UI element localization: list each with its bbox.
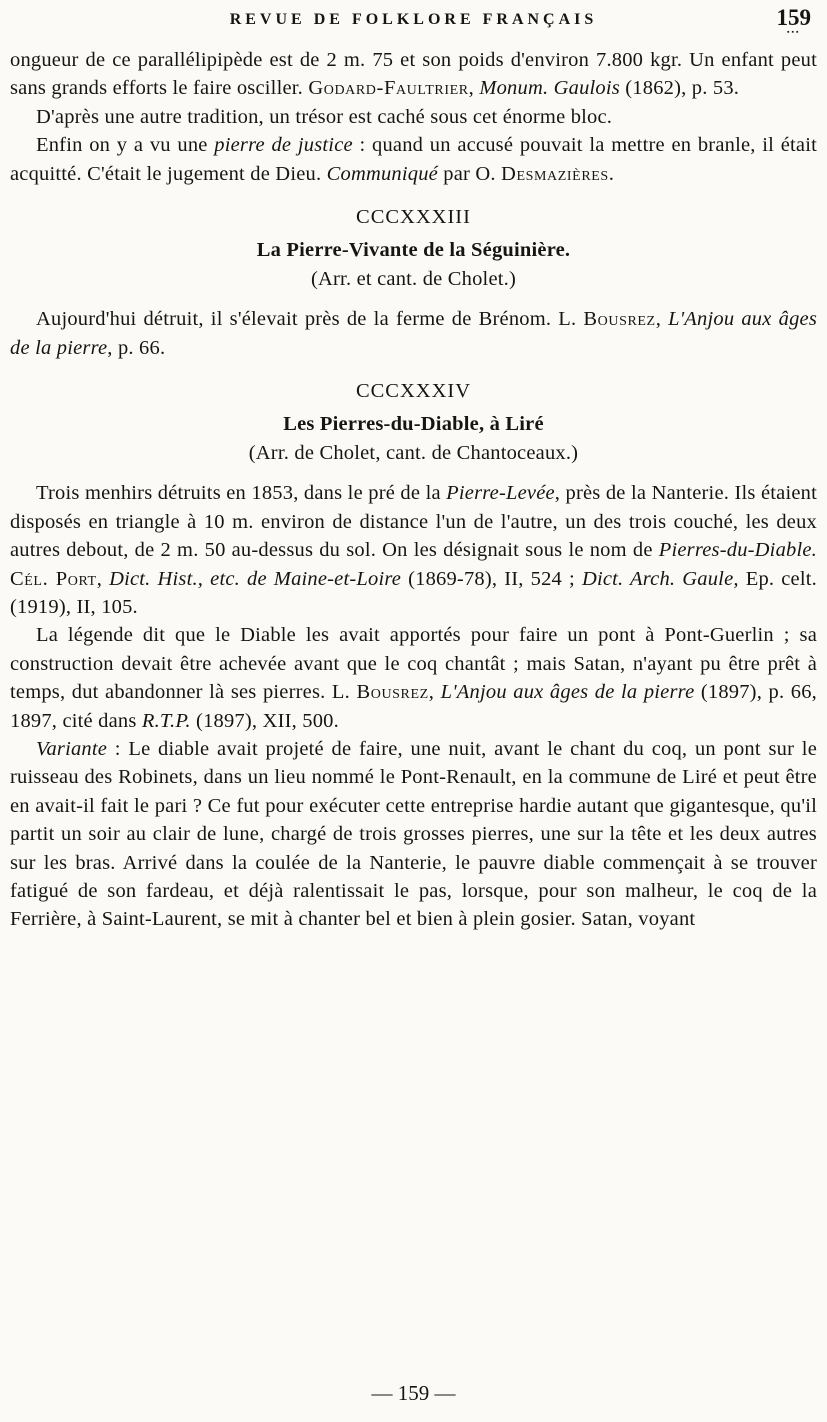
text-run: Trois menhirs détruits en 1853, dans le pré de la (36, 482, 447, 505)
text-run: Pierre-Levée (446, 482, 555, 505)
page-footer: — 159 — (371, 1381, 456, 1405)
text-run: , (468, 77, 480, 100)
text-run: CCCXXXIII (356, 206, 471, 229)
text-run: La légende dit que le Diable les avait apportés pour faire un pont à Pont-Guerlin ; sa construction devait être achevée avant que le coq chantât ; mais Satan, n'ayant pu être prêt à temps, dut abandonner là ses pierres. L. (10, 624, 817, 704)
text-run: Bousrez (583, 308, 656, 331)
text-run: R.T.P. (141, 709, 191, 732)
text-run: Bousrez (356, 681, 429, 704)
page-number-marks: ▪▪▪ (787, 28, 801, 36)
text-run: Dict. Arch. Gaule, (581, 567, 739, 590)
section-location (10, 265, 817, 293)
paragraph (10, 131, 817, 188)
page-number-value: 159 (776, 5, 811, 30)
page-number (777, 6, 812, 35)
text-run: (Arr. de Cholet, cant. de Chantoceaux.) (248, 441, 579, 464)
text-run: , (428, 681, 441, 704)
paragraph (10, 103, 817, 131)
text-run: , (96, 567, 110, 590)
text-run: Les Pierres-du-Diable, à Liré (283, 413, 544, 436)
section-number (10, 203, 817, 231)
section-title (10, 236, 817, 264)
text-run: L'Anjou aux âges de la pierre (440, 681, 695, 704)
text-run: Cél. Port (10, 567, 97, 590)
section-location (10, 439, 817, 467)
section-number (10, 377, 817, 405)
text-run: Dict. Hist., etc. de Maine-et-Loire (109, 567, 402, 590)
text-run: Desmazières (501, 162, 609, 185)
text-run: : quand un accusé pouvait la mettre en branle, il était acquitté. C'était le jugement de Dieu. (10, 134, 817, 185)
text-run: Variante (36, 737, 108, 760)
text-run: (1862), p. 53. (619, 77, 740, 100)
paragraph (10, 621, 817, 735)
text-run: Communiqué (326, 162, 438, 185)
text-run: Enfin on y a vu une (36, 134, 215, 157)
text-run: La Pierre-Vivante de la Séguinière. (256, 239, 571, 262)
text-run: Monum. Gaulois (479, 77, 620, 100)
text-run: . (608, 162, 615, 185)
text-run: (1897), XII, 500. (190, 709, 339, 732)
paragraph (10, 479, 817, 621)
text-run: Godard-Faultrier (308, 77, 469, 100)
paragraph (10, 735, 817, 934)
text-run: Aujourd'hui détruit, il s'élevait près de la ferme de Brénom. L. (36, 308, 584, 331)
text-run: Ep. celt. (1919), II, 105. (10, 567, 817, 618)
text-run: (1897), p. 66, 1897, cité dans (10, 681, 817, 732)
journal-title: REVUE DE FOLKLORE FRANÇAIS (229, 11, 598, 28)
text-run: Pierres-du-Diable. (658, 539, 817, 562)
text-run: , (655, 308, 669, 331)
text-run: , p. 66. (107, 336, 166, 359)
text-run: D'après une autre tradition, un trésor est caché sous cet énorme bloc. (36, 105, 613, 128)
text-run: pierre de justice (214, 134, 353, 157)
text-run: L'Anjou aux âges de la pierre (10, 308, 817, 359)
text-run: ongueur de ce parallélipipède est de 2 m. 75 et son poids d'environ 7.800 kgr. Un enfant peut sans grands efforts le faire osciller. (10, 49, 817, 100)
paragraph-continuation (10, 46, 817, 103)
text-run: , près de la Nanterie. Ils étaient disposés en triangle à 10 m. environ de distance l'un de l'autre, un des trois couché, les deux autres debout, de 2 m. 50 au-dessus du sol. On les désignait sous le nom de (10, 482, 817, 562)
text-run: : Le diable avait projeté de faire, une nuit, avant le chant du coq, un pont sur le ruisseau des Robinets, dans un lieu nommé le Pont-Renault, en la commune de Liré et peut être en avait-il fait le pari ? Ce fut pour exécuter cette entreprise hardie autant que gigantesque, qu'il partit un soir au clair de lune, chargé de trois grosses pierres, une sur la tête et les deux autres sur les bras. Arrivé dans la coulée de la Nanterie, le pauvre diable commençait à se trouver fatigué de son fardeau, et déjà ralentissait le pas, lorsque, pour son malheur, le coq de la Ferrière, à Saint-Laurent, se mit à chanter bel et bien à plein gosier. Satan, voyant (10, 737, 817, 931)
page-body (10, 46, 817, 934)
text-run: CCCXXXIV (355, 380, 472, 403)
page-header (10, 6, 817, 46)
paragraph (10, 305, 817, 362)
text-run: par O. (437, 162, 502, 185)
text-run: (Arr. et cant. de Cholet.) (310, 267, 516, 290)
section-title (10, 410, 817, 438)
text-run: (1869-78), II, 524 ; (401, 567, 582, 590)
